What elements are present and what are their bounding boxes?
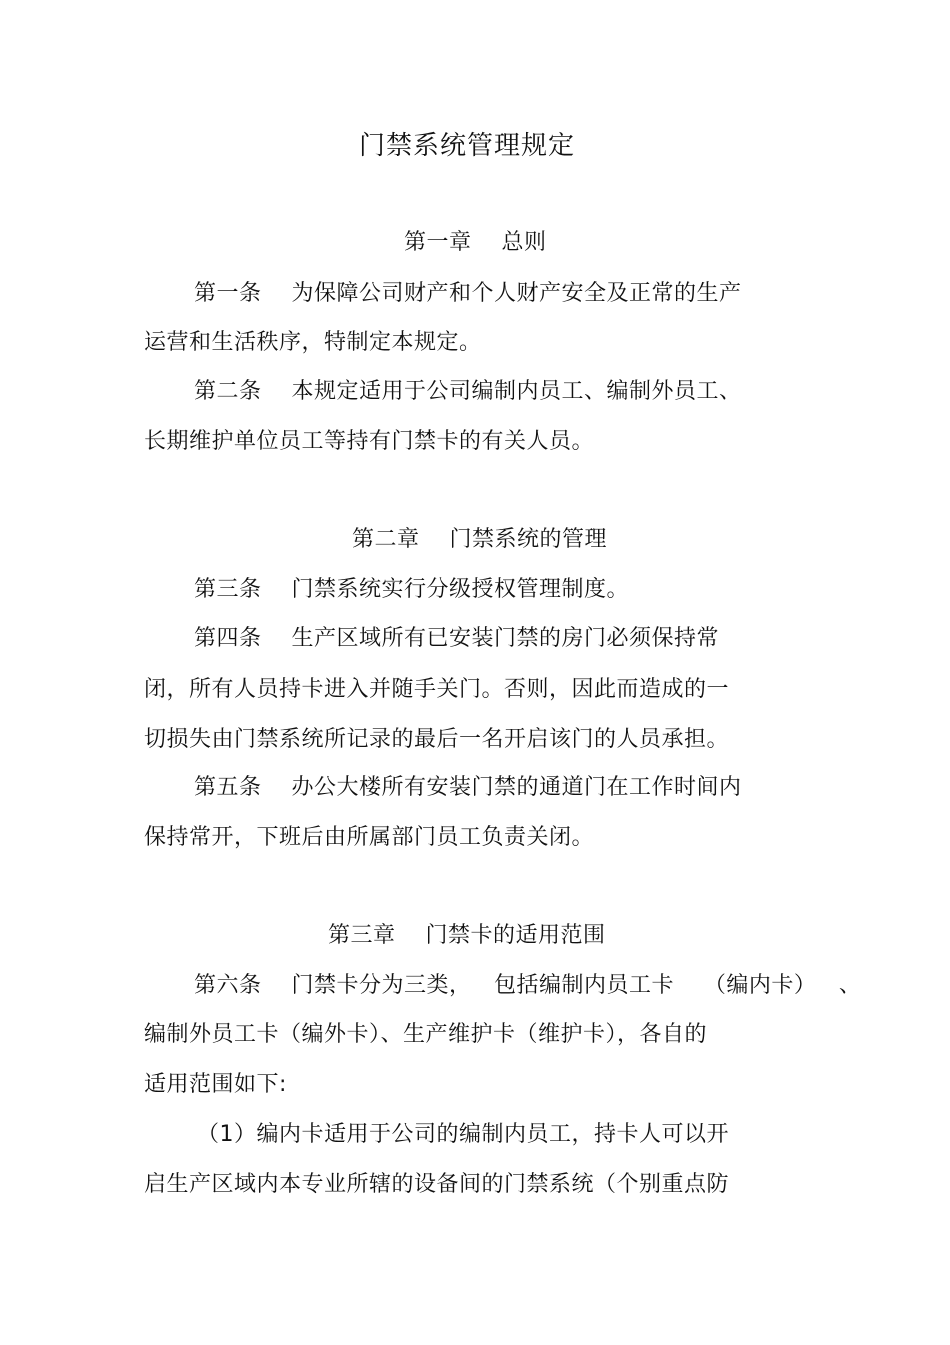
chapter-heading: 第一章 总则 [404,230,547,255]
paragraph-line: 第五条 办公大楼所有安装门禁的通道门在工作时间内 [194,775,742,800]
chapter-heading: 第二章 门禁系统的管理 [352,527,607,552]
chapter-heading: 第三章 门禁卡的适用范围 [328,923,606,948]
paragraph-line: 第六条 门禁卡分为三类， 包括编制内员工卡 （编内卡） 、 [194,973,862,998]
paragraph-line: 第二条 本规定适用于公司编制内员工、编制外员工、 [194,379,742,404]
paragraph-line: 长期维护单位员工等持有门禁卡的有关人员。 [144,429,595,454]
paragraph-line: 第一条 为保障公司财产和个人财产安全及正常的生产 [194,281,742,306]
list-item-line: 启生产区域内本专业所辖的设备间的门禁系统（个别重点防 [144,1172,730,1197]
paragraph-line: 运营和生活秩序，特制定本规定。 [144,330,482,355]
paragraph-line: 闭，所有人员持卡进入并随手关门。否则，因此而造成的一 [144,677,730,702]
paragraph-line: 适用范围如下: [144,1072,287,1097]
paragraph-line: 第三条 门禁系统实行分级授权管理制度。 [194,577,629,602]
page-title: 门禁系统管理规定 [359,131,576,161]
paragraph-line: 切损失由门禁系统所记录的最后一名开启该门的人员承担。 [144,727,730,752]
list-item-line: （1）编内卡适用于公司的编制内员工，持卡人可以开 [197,1122,729,1147]
paragraph-line: 保持常开，下班后由所属部门员工负责关闭。 [144,825,595,850]
paragraph-line: 编制外员工卡（编外卡）、生产维护卡（维护卡），各自的 [144,1022,708,1047]
paragraph-line: 第四条 生产区域所有已安装门禁的房门必须保持常 [194,626,719,651]
